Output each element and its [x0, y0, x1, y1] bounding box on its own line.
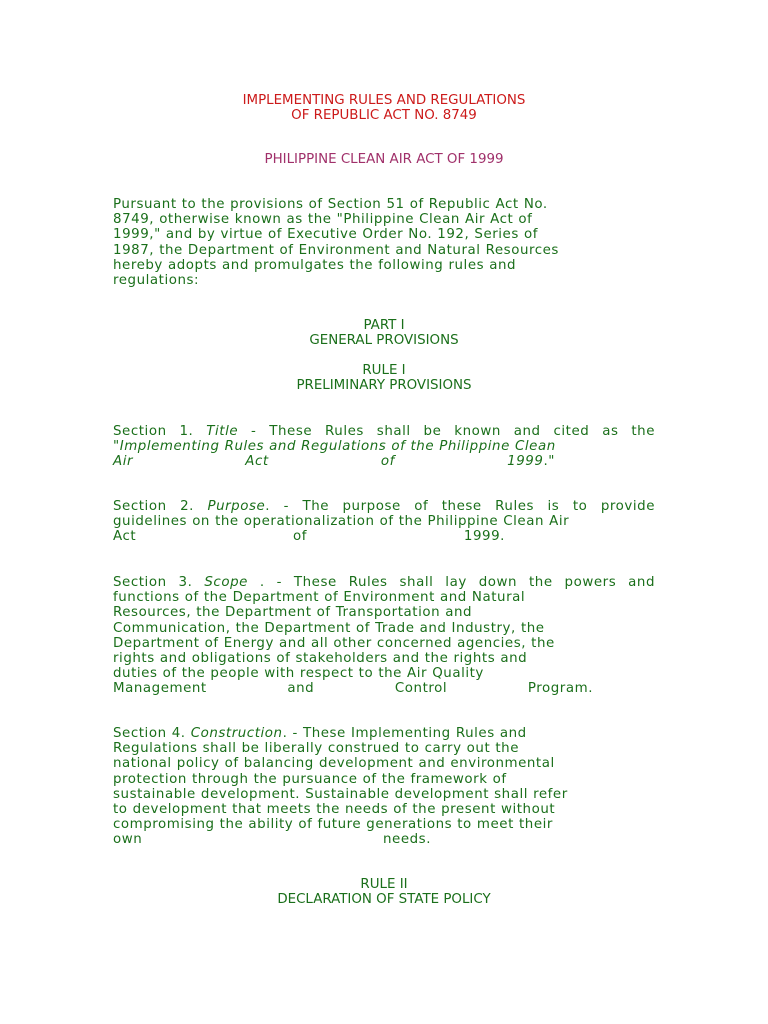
intro-line: regulations:: [113, 273, 200, 289]
intro-line: Pursuant to the provisions of Section 51 of Republic Act No.: [113, 197, 548, 212]
section-4: Section 4. Construction. - These Implementing Rules and Regulations shall be liberally construed to carry out the national policy of balancing development and environmental protection through the pursuance of the framework of sustainable development. Sustainable development shall refer to development that meets the needs of the present without compromising the ability of future generations to meet their own needs.: [113, 726, 655, 848]
section-3-title: Scope: [204, 575, 248, 590]
intro-line: hereby adopts and promulgates the following rules and: [113, 257, 517, 273]
intro-paragraph: [113, 197, 655, 288]
rule-heading: RULE I PRELIMINARY PROVISIONS: [296, 363, 472, 394]
intro-line: 8749, otherwise known as the "Philippine Clean Air Act of: [113, 212, 533, 228]
section-4-heading-line: Section 4. Construction. - These Implementing Rules and: [113, 726, 527, 741]
intro-line: 1999," and by virtue of Executive Order No. 192, Series of: [113, 227, 538, 243]
section-4-title: Construction: [190, 726, 283, 741]
title-line-2: OF REPUBLIC ACT NO. 8749: [291, 108, 477, 124]
rule-heading: RULE II DECLARATION OF STATE POLICY: [277, 877, 491, 908]
section-1: Section 1. Title - These Rules shall be known and cited as the "Implementing Rules and Regulations of the Philippine Clean Air Act of 1999.": [113, 424, 655, 470]
document-title: [113, 93, 655, 123]
section-3-heading-line: Section 3. Scope . - These Rules shall lay down the powers and: [113, 575, 655, 590]
section-2-heading-line: Section 2. Purpose. - The purpose of these Rules is to provide: [113, 499, 655, 514]
section-3: Section 3. Scope . - These Rules shall lay down the powers and functions of the Department of Environment and Natural Resources, the Department of Transportation and Communication, the Department of Trade and Industry, the Department of Energy and all other concerned agencies, the rights and obligations of stakeholders and the rights and duties of the people with respect to the Air Quality Management and Control Program.: [113, 575, 655, 697]
title-line-1: IMPLEMENTING RULES AND REGULATIONS: [242, 93, 526, 108]
part-heading: PART I GENERAL PROVISIONS: [309, 318, 459, 349]
section-2: Section 2. Purpose. - The purpose of these Rules is to provide guidelines on the operationalization of the Philippine Clean Air Act of 1999.: [113, 499, 655, 545]
section-1-title: Title: [206, 424, 239, 439]
intro-line: 1987, the Department of Environment and Natural Resources: [113, 242, 559, 258]
document-subtitle: PHILIPPINE CLEAN AIR ACT OF 1999: [264, 152, 504, 167]
section-2-title: Purpose: [207, 499, 266, 514]
section-1-heading-line: Section 1. Title - These Rules shall be known and cited as the: [113, 424, 655, 439]
